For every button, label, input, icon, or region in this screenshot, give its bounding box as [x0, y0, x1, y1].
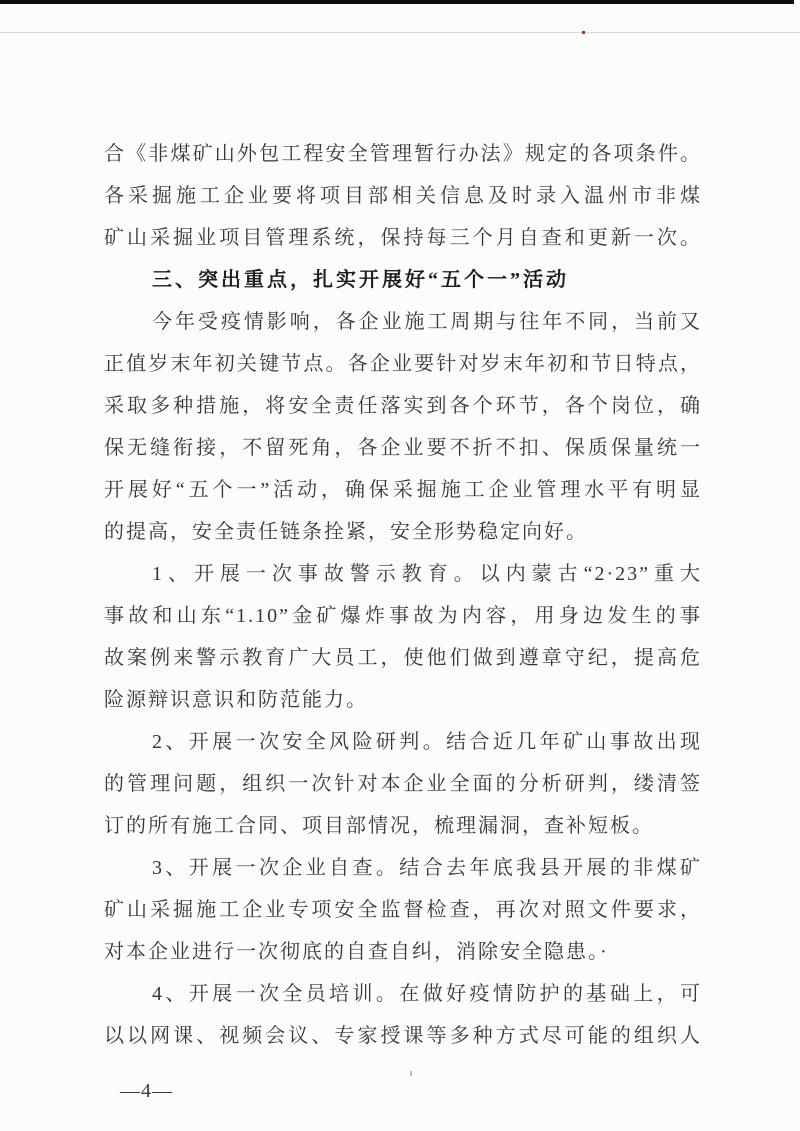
scan-line-artifact — [0, 32, 800, 33]
text-line: 险源辩识意识和防范能力。 — [104, 689, 368, 711]
document-body — [104, 133, 702, 1057]
text-line: 2、开展一次安全风险研判。结合近几年矿山事故出现 — [152, 731, 702, 753]
text-line: 3、开展一次企业自查。结合去年底我县开展的非煤矿 — [152, 857, 702, 879]
text-line: 矿山采掘施工企业专项安全监督检查，再次对照文件要求， — [104, 899, 702, 921]
text-line: 的管理问题，组织一次针对本企业全面的分析研判，缕清签 — [104, 773, 702, 795]
text-line: 对本企业进行一次彻底的自查自纠，消除安全隐患。· — [104, 941, 609, 963]
text-line: 1、开展一次事故警示教育。以内蒙古“2·23”重大 — [152, 563, 702, 585]
text-line: 今年受疫情影响，各企业施工周期与往年不同，当前又 — [152, 311, 702, 333]
text-line: 事故和山东“1.10”金矿爆炸事故为内容，用身边发生的事 — [104, 605, 702, 627]
scan-speck-red — [582, 31, 585, 34]
page-number: —4— — [120, 1080, 173, 1102]
text-line: 采取多种措施，将安全责任落实到各个环节，各个岗位，确 — [104, 395, 702, 417]
text-line: 4、开展一次全员培训。在做好疫情防护的基础上，可 — [152, 983, 702, 1005]
text-line: 的提高，安全责任链条拴紧，安全形势稳定向好。 — [104, 521, 588, 543]
text-line: 以以网课、视频会议、专家授课等多种方式尽可能的组织人 — [104, 1025, 702, 1047]
text-line: 开展好“五个一”活动，确保采掘施工企业管理水平有明显 — [104, 479, 702, 501]
text-line: 正值岁末年初关键节点。各企业要针对岁末年初和节日特点， — [104, 353, 702, 375]
section-heading: 三、突出重点，扎实开展好“五个一”活动 — [152, 269, 569, 291]
text-line: 故案例来警示教育广大员工，使他们做到遵章守纪，提高危 — [104, 647, 702, 669]
text-line: 各采掘施工企业要将项目部相关信息及时录入温州市非煤 — [104, 185, 702, 207]
scan-edge-artifact — [0, 0, 794, 4]
scan-speck-gray — [410, 1071, 412, 1076]
text-line: 保无缝衔接，不留死角，各企业要不折不扣、保质保量统一 — [104, 437, 702, 459]
text-line: 合《非煤矿山外包工程安全管理暂行办法》规定的各项条件。 — [104, 143, 702, 165]
text-line: 订的所有施工合同、项目部情况，梳理漏洞，查补短板。 — [104, 815, 654, 837]
text-line: 矿山采掘业项目管理系统，保持每三个月自查和更新一次。 — [104, 227, 702, 249]
